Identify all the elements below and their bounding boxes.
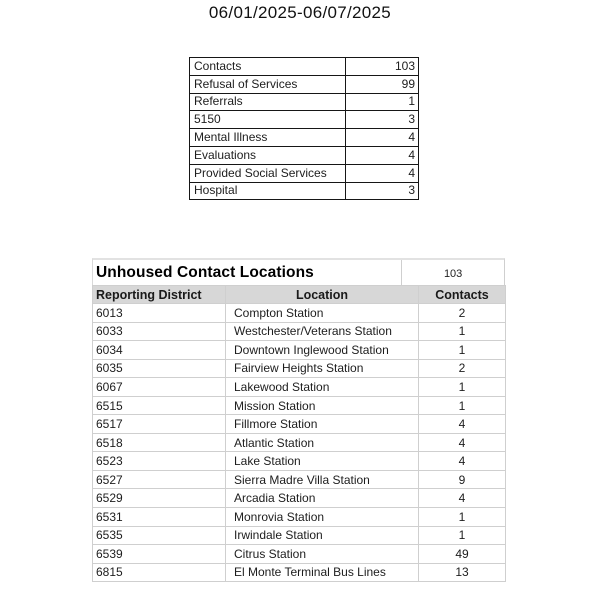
summary-row-value: 4 [346,164,419,182]
location-row-name: Mission Station [226,396,419,415]
location-row-contacts: 2 [419,304,506,323]
location-row [93,545,506,564]
location-row [93,433,506,452]
location-row-district: 6518 [93,433,226,452]
column-header-location: Location [226,286,419,304]
summary-row [190,146,419,164]
location-row [93,563,506,582]
location-row [93,526,506,545]
location-row [93,359,506,378]
location-row-contacts: 4 [419,452,506,471]
location-row-name: Downtown Inglewood Station [226,341,419,360]
summary-row-value: 3 [346,111,419,129]
location-row-name: Lakewood Station [226,378,419,397]
location-row-district: 6067 [93,378,226,397]
location-row [93,415,506,434]
location-row-district: 6529 [93,489,226,508]
location-row-name: Westchester/Veterans Station [226,322,419,341]
location-row-name: Fairview Heights Station [226,359,419,378]
location-row-contacts: 1 [419,508,506,527]
summary-row [190,93,419,111]
summary-row-value: 4 [346,129,419,147]
location-row-district: 6515 [93,396,226,415]
locations-data-table [92,285,506,582]
summary-row [190,58,419,76]
location-row [93,489,506,508]
location-row-contacts: 1 [419,341,506,360]
location-row-district: 6035 [93,359,226,378]
summary-row-value: 1 [346,93,419,111]
location-row-name: Atlantic Station [226,433,419,452]
location-row-district: 6033 [93,322,226,341]
summary-row-label: Provided Social Services [190,164,346,182]
location-row-district: 6013 [93,304,226,323]
summary-row [190,111,419,129]
summary-row-label: 5150 [190,111,346,129]
location-row-contacts: 4 [419,415,506,434]
summary-row [190,75,419,93]
summary-row-label: Contacts [190,58,346,76]
location-row [93,470,506,489]
locations-title-row [92,258,505,285]
summary-row-value: 103 [346,58,419,76]
summary-row [190,164,419,182]
summary-table-body [190,58,419,200]
location-row [93,304,506,323]
summary-row-label: Mental Illness [190,129,346,147]
page-title: 06/01/2025-06/07/2025 [208,3,392,22]
summary-row-label: Referrals [190,93,346,111]
locations-table-title: Unhoused Contact Locations [96,264,314,281]
column-header-reporting-district: Reporting District [93,286,226,304]
locations-total-count: 103 [401,260,504,285]
location-row-contacts: 4 [419,433,506,452]
location-row [93,452,506,471]
location-row-contacts: 2 [419,359,506,378]
location-row-name: Arcadia Station [226,489,419,508]
column-header-contacts: Contacts [419,286,506,304]
location-row-name: Monrovia Station [226,508,419,527]
location-row-contacts: 1 [419,378,506,397]
location-row-district: 6523 [93,452,226,471]
locations-table-body [93,304,506,582]
location-row-name: Fillmore Station [226,415,419,434]
summary-row-value: 99 [346,75,419,93]
location-row-district: 6531 [93,508,226,527]
summary-row-label: Refusal of Services [190,75,346,93]
summary-row-label: Evaluations [190,146,346,164]
summary-row [190,129,419,147]
location-row-name: Lake Station [226,452,419,471]
summary-table [189,57,419,200]
location-row [93,508,506,527]
location-row-name: El Monte Terminal Bus Lines [226,563,419,582]
location-row [93,322,506,341]
location-row-name: Compton Station [226,304,419,323]
location-row-contacts: 1 [419,526,506,545]
location-row [93,378,506,397]
location-row-name: Irwindale Station [226,526,419,545]
location-row-contacts: 1 [419,396,506,415]
summary-row-label: Hospital [190,182,346,200]
location-row-district: 6539 [93,545,226,564]
location-row-district: 6034 [93,341,226,360]
location-row-name: Sierra Madre Villa Station [226,470,419,489]
location-row-contacts: 13 [419,563,506,582]
location-row-contacts: 1 [419,322,506,341]
summary-row [190,182,419,200]
locations-table [92,258,505,582]
location-row-district: 6517 [93,415,226,434]
location-row-district: 6815 [93,563,226,582]
summary-row-value: 3 [346,182,419,200]
location-row-name: Citrus Station [226,545,419,564]
location-row-contacts: 9 [419,470,506,489]
location-row-contacts: 49 [419,545,506,564]
location-row [93,341,506,360]
location-row-district: 6527 [93,470,226,489]
location-row-contacts: 4 [419,489,506,508]
locations-header-row [93,286,506,304]
location-row-district: 6535 [93,526,226,545]
summary-row-value: 4 [346,146,419,164]
location-row [93,396,506,415]
